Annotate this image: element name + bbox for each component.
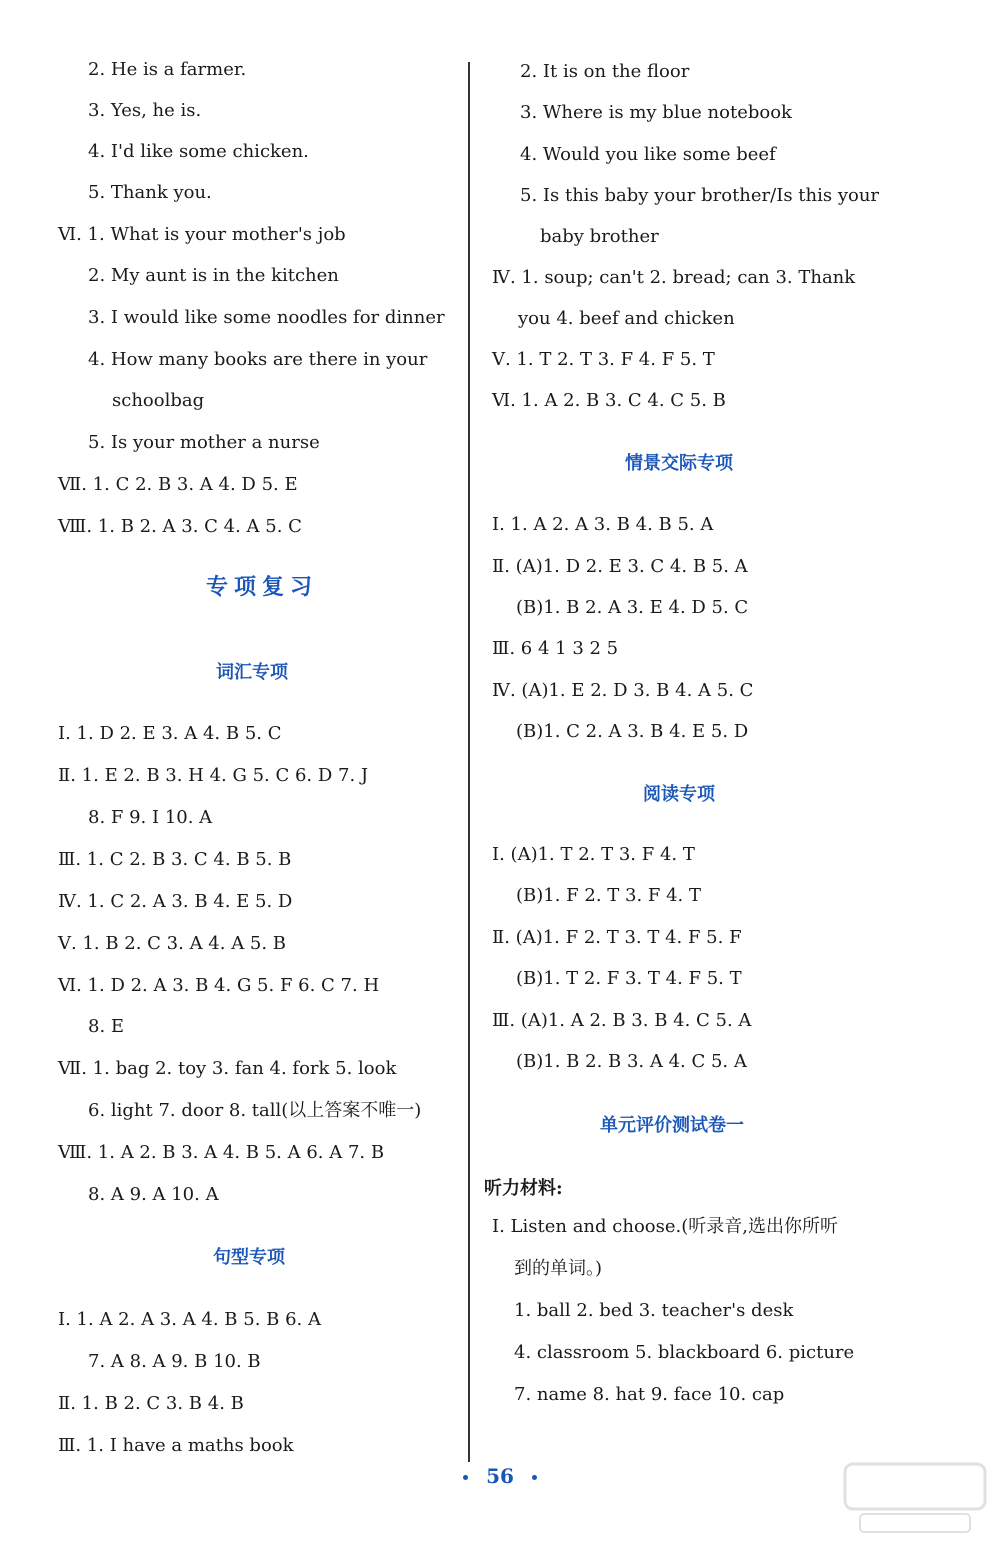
- answer-line: 5. Is this baby your brother/Is this your: [520, 185, 880, 206]
- answer-line: you 4. beef and chicken: [518, 308, 735, 329]
- answer-line: Ⅷ. 1. A 2. B 3. A 4. B 5. A 6. A 7. B: [58, 1142, 385, 1163]
- answer-line: 7. name 8. hat 9. face 10. cap: [514, 1384, 785, 1405]
- column-divider: [468, 62, 470, 1462]
- answer-line: Ⅴ. 1. T 2. T 3. F 4. F 5. T: [492, 349, 715, 370]
- answer-line: 3. Where is my blue notebook: [520, 102, 792, 123]
- answer-line: Ⅳ. 1. soup; can't 2. bread; can 3. Thank: [492, 267, 856, 288]
- answer-line: Ⅶ. 1. bag 2. toy 3. fan 4. fork 5. look: [58, 1058, 397, 1079]
- answer-line: Ⅱ. 1. B 2. C 3. B 4. B: [58, 1393, 244, 1414]
- answer-line: Ⅲ. 1. C 2. B 3. C 4. B 5. B: [58, 849, 292, 870]
- answer-line: 3. Yes, he is.: [88, 100, 202, 121]
- answer-line: (B)1. B 2. B 3. A 4. C 5. A: [516, 1051, 747, 1072]
- answer-line: Ⅱ. 1. E 2. B 3. H 4. G 5. C 6. D 7. J: [58, 765, 369, 786]
- answer-line: 2. It is on the floor: [520, 61, 690, 82]
- answer-line: 1. ball 2. bed 3. teacher's desk: [514, 1300, 794, 1321]
- answer-line: 8. F 9. I 10. A: [88, 807, 213, 828]
- section-heading: 阅读专项: [643, 784, 715, 805]
- answer-line: Ⅳ. (A)1. E 2. D 3. B 4. A 5. C: [492, 680, 754, 701]
- answer-line: (B)1. T 2. F 3. T 4. F 5. T: [516, 968, 742, 989]
- answer-line: Ⅰ. Listen and choose.(听录音,选出你所听: [492, 1216, 838, 1237]
- section-heading: 句型专项: [213, 1247, 285, 1268]
- answer-line: Ⅵ. 1. D 2. A 3. B 4. G 5. F 6. C 7. H: [58, 975, 380, 996]
- answer-line: Ⅵ. 1. What is your mother's job: [58, 224, 346, 245]
- dot-icon: [463, 1475, 468, 1480]
- answer-line: 8. A 9. A 10. A: [88, 1184, 219, 1205]
- answer-line: 3. I would like some noodles for dinner: [88, 307, 445, 328]
- answer-line: 5. Is your mother a nurse: [88, 432, 320, 453]
- answer-line: Ⅴ. 1. B 2. C 3. A 4. A 5. B: [58, 933, 287, 954]
- dot-icon: [532, 1475, 537, 1480]
- answer-line: Ⅳ. 1. C 2. A 3. B 4. E 5. D: [58, 891, 293, 912]
- answer-line: Ⅰ. 1. D 2. E 3. A 4. B 5. C: [58, 723, 282, 744]
- answer-line: 4. classroom 5. blackboard 6. picture: [514, 1342, 855, 1363]
- answer-line: Ⅲ. (A)1. A 2. B 3. B 4. C 5. A: [492, 1010, 752, 1031]
- answer-line: Ⅷ. 1. B 2. A 3. C 4. A 5. C: [58, 516, 302, 537]
- answer-line: Ⅰ. 1. A 2. A 3. A 4. B 5. B 6. A: [58, 1309, 321, 1330]
- answer-line: Ⅱ. (A)1. F 2. T 3. T 4. F 5. F: [492, 927, 742, 948]
- section-heading: 专项复习: [206, 574, 319, 600]
- answer-line: Ⅰ. (A)1. T 2. T 3. F 4. T: [492, 844, 695, 865]
- answer-line: 到的单词。): [514, 1258, 603, 1279]
- answer-line: (B)1. C 2. A 3. B 4. E 5. D: [516, 721, 749, 742]
- answer-line: 6. light 7. door 8. tall(以上答案不唯一): [88, 1100, 422, 1121]
- section-heading: 单元评价测试卷一: [600, 1115, 744, 1136]
- answer-line: 4. Would you like some beef: [520, 144, 776, 165]
- answer-line: 4. How many books are there in your: [88, 349, 428, 370]
- answer-line: 2. My aunt is in the kitchen: [88, 265, 339, 286]
- answer-line: 5. Thank you.: [88, 182, 212, 203]
- answer-line: 8. E: [88, 1016, 125, 1037]
- watermark-logo: [840, 1459, 990, 1539]
- answer-line: baby brother: [540, 226, 659, 247]
- answer-line: Ⅲ. 6 4 1 3 2 5: [492, 638, 619, 659]
- answer-line: 7. A 8. A 9. B 10. B: [88, 1351, 261, 1372]
- page-number: 56: [0, 1464, 1000, 1488]
- answer-line: Ⅱ. (A)1. D 2. E 3. C 4. B 5. A: [492, 556, 748, 577]
- answer-line: Ⅰ. 1. A 2. A 3. B 4. B 5. A: [492, 514, 714, 535]
- answer-line: Ⅵ. 1. A 2. B 3. C 4. C 5. B: [492, 390, 726, 411]
- answer-line: (B)1. B 2. A 3. E 4. D 5. C: [516, 597, 749, 618]
- answer-line: 4. I'd like some chicken.: [88, 141, 309, 162]
- section-heading: 词汇专项: [216, 662, 288, 683]
- answer-line: Ⅶ. 1. C 2. B 3. A 4. D 5. E: [58, 474, 298, 495]
- answer-line: 2. He is a farmer.: [88, 59, 247, 80]
- section-heading: 情景交际专项: [625, 453, 733, 474]
- answer-line: (B)1. F 2. T 3. F 4. T: [516, 885, 702, 906]
- listening-label: 听力材料:: [484, 1178, 563, 1199]
- answer-line: Ⅲ. 1. I have a maths book: [58, 1435, 294, 1456]
- answer-line: schoolbag: [112, 390, 205, 411]
